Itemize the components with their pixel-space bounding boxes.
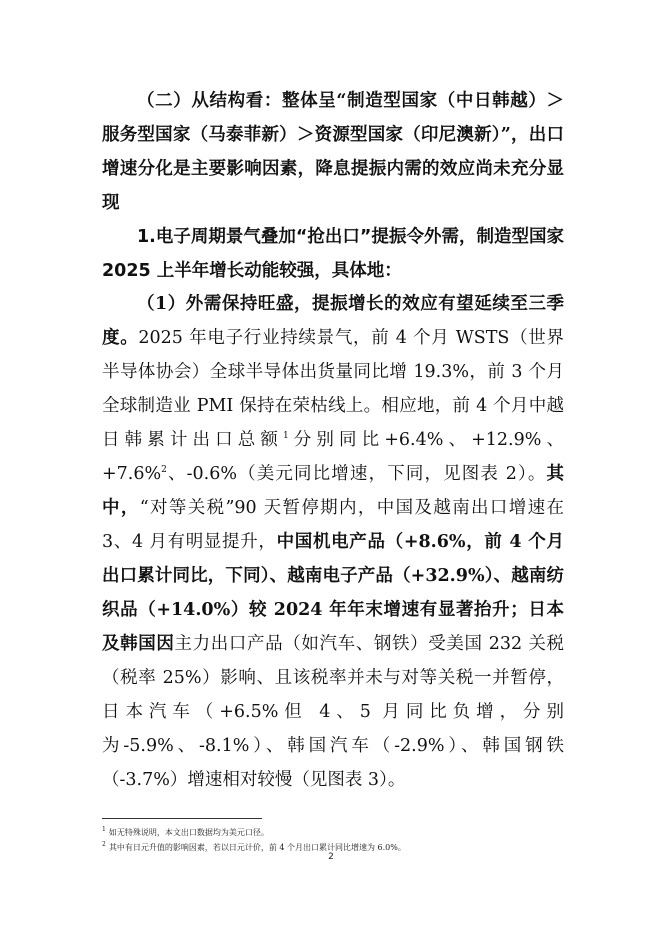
emphasis-text: 其中， <box>102 464 564 518</box>
footnote-ref-1[interactable]: 1 <box>282 431 289 442</box>
footnote-mark: 2 <box>102 841 106 849</box>
body-text: 主力出口产品（如汽车、钢铁）受美国 232 关税（税率 25%）影响、且该税率并未与对等关税一并暂停，日本汽车（+6.5%但 4、5 月同比负增，分别为-5.9%、-8.1%）、韩国汽车（-2.9%）、韩国钢铁（-3.7%）增速相对较慢（见图表 3）。 <box>102 634 565 790</box>
body-text: 、-0.6%（美元同比增速，下同，见图表 2）。 <box>166 464 547 484</box>
footnotes <box>102 825 564 855</box>
section-heading: （二）从结构看：整体呈“制造型国家（中日韩越）＞服务型国家（马泰菲新）＞资源型国家（印尼澳新）”，出口增速分化是主要影响因素，降息提振内需的效应尚未充分显现 <box>102 91 564 213</box>
page-number: 2 <box>328 852 334 862</box>
footnote-text: 其中有日元升值的影响因素，若以日元计价，前 4 个月出口累计同比增速为 6.0%。 <box>108 843 406 852</box>
subheading: 1.电子周期景气叠加“抢出口”提振令外需，制造型国家 2025 上半年增长动能较强，具体地： <box>102 227 564 281</box>
body-text: 2025 年电子行业持续景气，前 4 个月 WSTS（世界半导体协会）全球半导体出货量同比增 19.3%，前 3 个月全球制造业 PMI 保持在荣枯线上。相应地，前 4 个月中越日韩累计出口总额 <box>102 328 564 450</box>
body-text: 分别同比+6.4%、+12.9%、+7.6% <box>102 430 564 484</box>
emphasis-text: 中国机电产品（+8.6%，前 4 个月出口累计同比，下同）、越南电子产品（+32.9%）、越南纺织品（+14.0%）较 2024 年年末增速有显著抬升；日本及韩国因 <box>102 532 564 654</box>
footnote-ref-2[interactable]: 2 <box>161 465 167 476</box>
body-paragraph <box>102 287 564 797</box>
lead-sentence: （1）外需保持旺盛，提振增长的效应有望延续至三季度。 <box>102 294 564 348</box>
body-text: “对等关税”90 天暂停期内，中国及越南出口增速在 3、4 月有明显提升， <box>102 498 564 552</box>
footnote-1 <box>102 825 564 840</box>
footnote-divider <box>102 818 262 819</box>
footnote-text: 如无特殊说明，本文出口数据均为美元口径。 <box>108 828 269 837</box>
footnote-mark: 1 <box>102 826 106 834</box>
